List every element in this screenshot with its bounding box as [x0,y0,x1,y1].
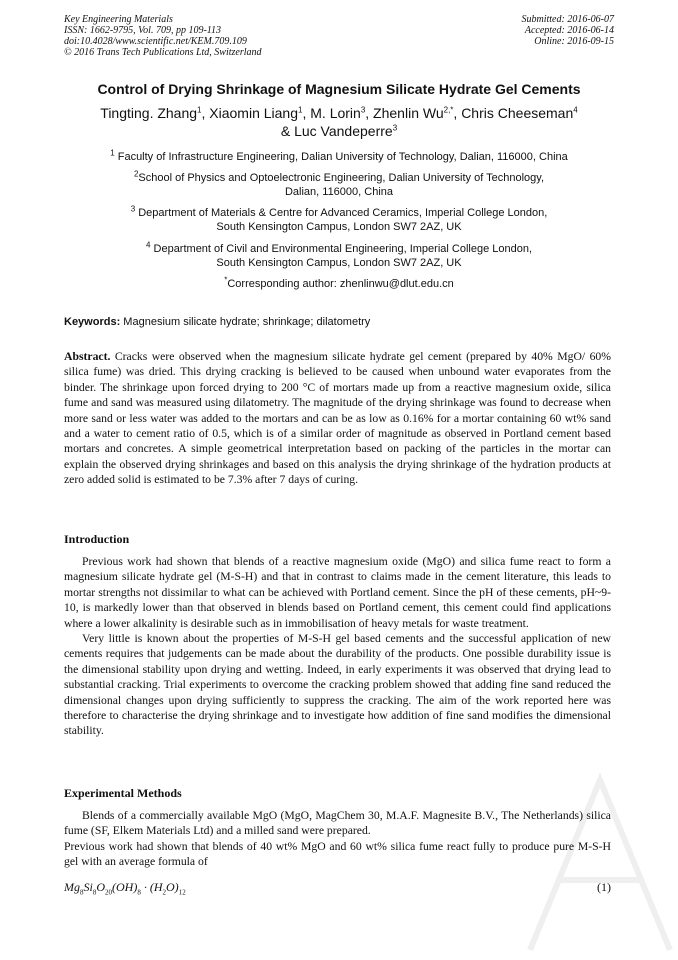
journal-copyright: © 2016 Trans Tech Publications Ltd, Switzerland [64,47,262,58]
eq-term: O) [166,880,179,894]
accepted-date: Accepted: 2016-06-14 [524,25,614,36]
keywords-text: Magnesium silicate hydrate; shrinkage; dilatometry [120,316,371,328]
journal-info [64,14,262,58]
eq-term: (OH) [112,880,138,894]
journal-doi: doi:10.4028/www.scientific.net/KEM.709.109 [64,36,247,47]
abstract-text: Cracks were observed when the magnesium silicate hydrate gel cement (prepared by 40% MgO/ 60% silica fume) was dried. This drying cracking is believed to be caused when unbound water evaporates from the binder. The shrinkage upon forced drying to 200 °C of mortars made up from a reactive magnesium oxide, silica fume and sand was measured using dilatometry. The magnitude of the drying shrinkage was found to decrease when more sand or less water was added to the mortars and can be as low as 0.16% for a mortar containing 60 wt% sand and a water to cement ratio of 0.5, which is of a similar order of magnitude as observed in Portland cement based mortars and concretes. A simple geometrical interpretation based on packing of the particles in the mortar can explain the observed drying shrinkages and based on this analysis the drying shrinkage of the hydration products at zero added solid is estimated to be 7.3% after 7 days of curing. [64,350,611,487]
introduction-paragraph-1: Previous work had shown that blends of a reactive magnesium oxide (MgO) and silica fume react to form a magnesium silicate hydrate gel (M-S-H) and that in contrast to claims made in the cement literature, this leads to mortar strengths not dissimilar to what can be achieved with Portland cement. Since the pH of these cements, pH~9-10, is markedly lower than that observed in blends based on Portland cement, this cement could find applications where a lower alkalinity is desirable such as in immobilisation of heavy metals for waste treatment. [64,555,611,630]
affiliation-text: Department of Materials & Centre for Advanced Ceramics, Imperial College London, [135,207,548,219]
eq-sub: 12 [178,888,186,897]
eq-sub: 8 [137,888,141,897]
eq-term: Si [83,880,93,894]
author-name: & Luc Vandeperre [280,123,393,139]
watermark-graphic [520,760,678,960]
affiliation-sup: 1 [110,148,115,158]
keywords [64,316,614,328]
affiliation-text: South Kensington Campus, London SW7 2AZ, UK [216,257,462,269]
methods-heading: Experimental Methods [64,786,182,800]
author-sup: 2,* [443,105,454,115]
methods-paragraph-2: Previous work had shown that blends of 40 wt% MgO and 60 wt% silica fume react fully to produce pure M-S-H gel with an average formula of [64,839,611,869]
author-sup: 1 [298,105,303,115]
author-sup: 3 [392,123,398,133]
eq-sub: 8 [92,888,97,897]
journal-name: Key Engineering Materials [64,14,173,25]
corresponding-sup: * [224,275,228,285]
eq-term: O [96,880,106,894]
abstract [64,349,611,488]
eq-term: Mg [64,880,80,894]
affiliation-1 [40,150,638,164]
keywords-label: Keywords: [64,316,121,328]
paper-title: Control of Drying Shrinkage of Magnesium Silicate Hydrate Gel Cements [97,81,581,97]
corresponding-author [40,277,638,291]
introduction-heading: Introduction [64,532,130,546]
affiliation-text: Faculty of Infrastructure Engineering, Dalian University of Technology, Dalian, 116000, China [114,151,568,163]
submission-dates [522,14,615,47]
author-name: , Xiaomin Liang [201,105,299,121]
author-sup: 1 [197,105,202,115]
author-name: , Zhenlin Wu [365,105,444,121]
affiliation-4 [40,242,638,270]
methods-paragraph-1: Blends of a commercially available MgO (MgO, MagChem 30, M.A.F. Magnesite B.V., The Netherlands) silica fume (SF, Elkem Materials Ltd) and a milled sand were prepared. [64,809,611,838]
affiliation-sup: 3 [130,204,136,214]
affiliation-text: School of Physics and Optoelectronic Engineering, Dalian University of Technology, [138,172,545,184]
affiliation-text: Department of Civil and Environmental Engineering, Imperial College London, [150,243,532,255]
eq-term: (H [149,880,163,894]
affiliation-2 [40,171,638,199]
online-date: Online: 2016-09-15 [534,36,614,47]
author-sup: 3 [360,105,366,115]
affiliation-sup: 4 [146,240,151,250]
corresponding-email: Corresponding author: zhenlinwu@dlut.edu.cn [227,278,454,290]
introduction-body [64,554,611,739]
eq-sub: 20 [105,888,113,897]
submitted-date: Submitted: 2016-06-07 [521,14,614,25]
author-list [30,104,648,140]
author-sup: 4 [573,105,578,115]
equation-number: (1) [597,880,611,894]
journal-issn: ISSN: 1662-9795, Vol. 709, pp 109-113 [64,25,222,36]
author-name: , M. Lorin [302,105,361,121]
affiliation-3 [40,206,638,234]
affiliation-text: Dalian, 116000, China [284,186,394,198]
eq-sub: 8 [80,888,84,897]
eq-sub: 2 [162,888,167,897]
abstract-label: Abstract. [64,350,111,363]
eq-dot: · [140,880,150,894]
affiliation-text: South Kensington Campus, London SW7 2AZ, UK [216,221,462,233]
affiliation-sup: 2 [133,169,139,179]
introduction-paragraph-2: Very little is known about the properties of M-S-H gel based cements and the successful application of new cements requires that judgements can be made about the durability of the products. One possible durability issue is the dimensional stability upon drying and wetting. Indeed, in early experiments it was observed that drying lead to substantial cracking. Trial experiments to overcome the cracking problem showed that adding fine sand reduced the dimensional changes upon drying sufficiently to suppress the cracking. The aim of the work reported here was therefore to characterise the drying shrinkage and to investigate how addition of fine sand modifies the dimensional stability. [64,632,611,738]
author-name: Tingting. Zhang [100,105,198,121]
author-name: , Chris Cheeseman [453,105,574,121]
